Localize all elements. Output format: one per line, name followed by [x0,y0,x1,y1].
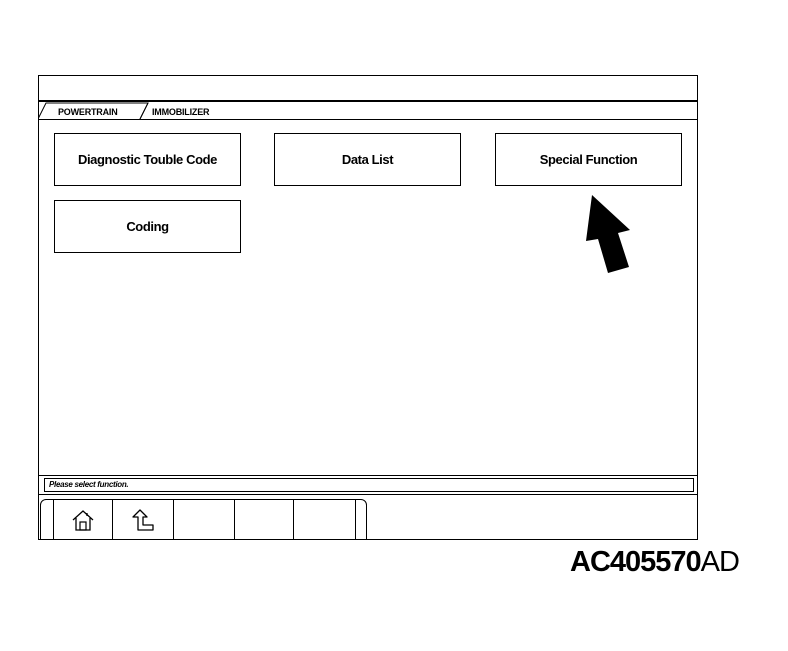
toolbar-button-4[interactable] [234,499,293,540]
button-label: Coding [126,219,169,234]
figure-code [570,546,739,579]
figure-code-main: AC405570 [570,546,701,578]
button-label: Diagnostic Touble Code [77,152,218,167]
button-label: Special Function [539,152,638,167]
figure-code-suffix: AD [700,546,739,578]
tab-powertrain[interactable]: POWERTRAIN [58,107,118,117]
special-function-button[interactable] [495,133,682,186]
status-message-box [44,478,694,492]
back-button[interactable] [112,499,173,540]
toolbar-button-5[interactable] [293,499,356,540]
tab-immobilizer[interactable]: IMMOBILIZER [152,107,210,117]
diagnostic-trouble-code-button[interactable] [54,133,241,186]
toolbar-buttons [53,499,356,540]
toolbar-button-3[interactable] [173,499,234,540]
coding-button[interactable] [54,200,241,253]
back-arrow-icon [129,507,157,533]
breadcrumb-tabs [38,102,338,120]
data-list-button[interactable] [274,133,461,186]
button-label: Data List [341,152,394,167]
home-button[interactable] [53,499,112,540]
pointer-arrow-icon [580,195,640,275]
home-icon [70,507,96,533]
status-text: Please select function. [49,480,129,489]
